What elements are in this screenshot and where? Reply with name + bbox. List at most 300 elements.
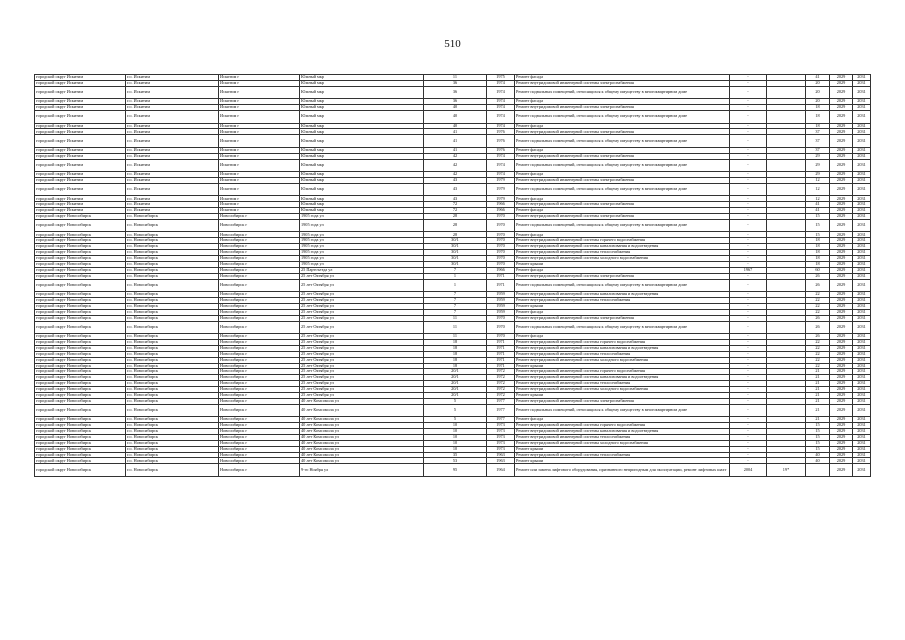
district-cell: городской округ Новосибирск: [35, 434, 126, 440]
build-year-cell: 1970: [487, 334, 515, 340]
plan-start-year-cell: 2029: [830, 297, 853, 303]
house-number-cell: 42: [424, 153, 487, 159]
work-type-cell: Ремонт фасада: [515, 99, 730, 105]
table-row: [35, 159, 871, 172]
district-cell: городской округ Новосибирск: [35, 297, 126, 303]
plan-end-year-cell: 2031: [853, 244, 871, 250]
city-cell: Новосибирск г: [219, 464, 300, 477]
prior-repair-cell: -: [730, 452, 767, 458]
prior-repair-cell: -: [730, 297, 767, 303]
municipality-cell: г.о. Новосибирск: [126, 267, 219, 273]
wear-cell: [767, 404, 806, 417]
work-type-cell: Ремонт подвальных помещений, относящихся к общему имуществу в многоквартирном доме: [515, 279, 730, 292]
prior-repair-cell: -: [730, 86, 767, 99]
prior-repair-cell: -: [730, 315, 767, 321]
plan-start-year-cell: 2029: [830, 357, 853, 363]
street-cell: 25 лет Октября ул: [300, 339, 424, 345]
city-cell: Новосибирск г: [219, 452, 300, 458]
city-cell: Искитим г: [219, 86, 300, 99]
district-cell: городской округ Новосибирск: [35, 292, 126, 298]
table-row: [35, 321, 871, 334]
plan-end-year-cell: 2031: [853, 458, 871, 464]
prior-repair-cell: -: [730, 387, 767, 393]
wear-percent-cell: 18: [806, 250, 830, 256]
house-number-cell: 20/1: [424, 387, 487, 393]
plan-start-year-cell: 2029: [830, 446, 853, 452]
wear-cell: [767, 159, 806, 172]
plan-start-year-cell: 2029: [830, 464, 853, 477]
plan-end-year-cell: 2031: [853, 423, 871, 429]
plan-end-year-cell: 2031: [853, 129, 871, 135]
plan-start-year-cell: 2029: [830, 238, 853, 244]
city-cell: Новосибирск г: [219, 392, 300, 398]
city-cell: Новосибирск г: [219, 261, 300, 267]
plan-end-year-cell: 2031: [853, 429, 871, 435]
street-cell: 40 лет Комсомола ул: [300, 446, 424, 452]
plan-start-year-cell: 2029: [830, 123, 853, 129]
city-cell: Новосибирск г: [219, 429, 300, 435]
district-cell: городской округ Новосибирск: [35, 339, 126, 345]
wear-percent-cell: [806, 464, 830, 477]
street-cell: 40 лет Комсомола ул: [300, 429, 424, 435]
build-year-cell: 1970: [487, 261, 515, 267]
municipality-cell: г.о. Искитим: [126, 86, 219, 99]
wear-percent-cell: 18: [806, 123, 830, 129]
prior-repair-cell: -: [730, 178, 767, 184]
district-cell: городской округ Искитим: [35, 147, 126, 153]
prior-repair-cell: -: [730, 232, 767, 238]
prior-repair-cell: -: [730, 398, 767, 404]
street-cell: Южный мкр: [300, 196, 424, 202]
work-type-cell: Ремонт внутридомовой инженерной системы канализования и водоотведения: [515, 375, 730, 381]
page-number: 510: [444, 38, 461, 50]
prior-repair-cell: -: [730, 261, 767, 267]
municipality-cell: г.о. Новосибирск: [126, 398, 219, 404]
plan-start-year-cell: 2029: [830, 392, 853, 398]
street-cell: 25 лет Октября ул: [300, 292, 424, 298]
wear-percent-cell: 22: [806, 345, 830, 351]
house-number-cell: 18: [424, 357, 487, 363]
street-cell: Южный мкр: [300, 208, 424, 214]
table-row: [35, 404, 871, 417]
municipality-cell: г.о. Искитим: [126, 208, 219, 214]
build-year-cell: 1964: [487, 464, 515, 477]
plan-end-year-cell: 2031: [853, 219, 871, 232]
city-cell: Новосибирск г: [219, 292, 300, 298]
wear-percent-cell: 37: [806, 147, 830, 153]
street-cell: 1905 года ул: [300, 250, 424, 256]
work-type-cell: Ремонт внутридомовой инженерной системы теплоснабжения: [515, 351, 730, 357]
plan-end-year-cell: 2031: [853, 357, 871, 363]
wear-percent-cell: 41: [806, 208, 830, 214]
build-year-cell: 1974: [487, 123, 515, 129]
plan-start-year-cell: 2029: [830, 309, 853, 315]
wear-percent-cell: 22: [806, 357, 830, 363]
work-type-cell: Ремонт фасада: [515, 123, 730, 129]
wear-percent-cell: 22: [806, 363, 830, 369]
street-cell: Южный мкр: [300, 178, 424, 184]
district-cell: городской округ Новосибирск: [35, 387, 126, 393]
wear-percent-cell: 26: [806, 334, 830, 340]
municipality-cell: г.о. Искитим: [126, 202, 219, 208]
prior-repair-cell: -: [730, 321, 767, 334]
work-type-cell: Ремонт внутридомовой инженерной системы электроснабжения: [515, 80, 730, 86]
wear-percent-cell: 40: [806, 452, 830, 458]
plan-end-year-cell: 2031: [853, 135, 871, 148]
prior-repair-cell: -: [730, 256, 767, 262]
house-number-cell: 72: [424, 202, 487, 208]
street-cell: Южный мкр: [300, 153, 424, 159]
municipality-cell: г.о. Новосибирск: [126, 345, 219, 351]
prior-repair-cell: -: [730, 309, 767, 315]
work-type-cell: Ремонт внутридомовой инженерной системы электроснабжения: [515, 129, 730, 135]
district-cell: городской округ Новосибирск: [35, 375, 126, 381]
wear-percent-cell: 18: [806, 261, 830, 267]
plan-end-year-cell: 2031: [853, 153, 871, 159]
city-cell: Новосибирск г: [219, 279, 300, 292]
city-cell: Новосибирск г: [219, 375, 300, 381]
build-year-cell: 1976: [487, 135, 515, 148]
street-cell: 25 лет Октября ул: [300, 369, 424, 375]
build-year-cell: 1963: [487, 458, 515, 464]
wear-percent-cell: 15: [806, 214, 830, 220]
wear-cell: [767, 111, 806, 124]
district-cell: городской округ Новосибирск: [35, 381, 126, 387]
prior-repair-cell: -: [730, 458, 767, 464]
district-cell: городской округ Новосибирск: [35, 321, 126, 334]
district-cell: городской округ Искитим: [35, 172, 126, 178]
table-row: [35, 111, 871, 124]
district-cell: городской округ Искитим: [35, 123, 126, 129]
district-cell: городской округ Новосибирск: [35, 404, 126, 417]
plan-start-year-cell: 2029: [830, 363, 853, 369]
city-cell: Новосибирск г: [219, 273, 300, 279]
house-number-cell: 30/1: [424, 250, 487, 256]
municipality-cell: г.о. Новосибирск: [126, 250, 219, 256]
wear-percent-cell: 20: [806, 86, 830, 99]
city-cell: Искитим г: [219, 99, 300, 105]
plan-start-year-cell: 2029: [830, 434, 853, 440]
plan-end-year-cell: 2031: [853, 339, 871, 345]
house-number-cell: 41: [424, 129, 487, 135]
street-cell: 40 лет Комсомола ул: [300, 417, 424, 423]
work-type-cell: Ремонт внутридомовой инженерной системы электроснабжения: [515, 315, 730, 321]
city-cell: Новосибирск г: [219, 321, 300, 334]
plan-end-year-cell: 2031: [853, 147, 871, 153]
work-type-cell: Ремонт внутридомовой инженерной системы электроснабжения: [515, 178, 730, 184]
municipality-cell: г.о. Новосибирск: [126, 464, 219, 477]
plan-start-year-cell: 2029: [830, 261, 853, 267]
wear-cell: [767, 279, 806, 292]
work-type-cell: Ремонт внутридомовой инженерной системы теплоснабжения: [515, 452, 730, 458]
street-cell: 25 лет Октября ул: [300, 363, 424, 369]
wear-percent-cell: 41: [806, 75, 830, 81]
municipality-cell: г.о. Искитим: [126, 99, 219, 105]
city-cell: Новосибирск г: [219, 458, 300, 464]
city-cell: Искитим г: [219, 183, 300, 196]
municipality-cell: г.о. Искитим: [126, 159, 219, 172]
district-cell: городской округ Новосибирск: [35, 345, 126, 351]
build-year-cell: 1974: [487, 99, 515, 105]
district-cell: городской округ Новосибирск: [35, 464, 126, 477]
prior-repair-cell: -: [730, 303, 767, 309]
build-year-cell: 1970: [487, 321, 515, 334]
street-cell: 1905 года ул: [300, 256, 424, 262]
work-type-cell: Ремонт фасада: [515, 172, 730, 178]
prior-repair-cell: -: [730, 159, 767, 172]
plan-end-year-cell: 2031: [853, 267, 871, 273]
wear-percent-cell: 22: [806, 292, 830, 298]
plan-end-year-cell: 2031: [853, 202, 871, 208]
municipality-cell: г.о. Новосибирск: [126, 351, 219, 357]
plan-end-year-cell: 2031: [853, 111, 871, 124]
district-cell: городской округ Новосибирск: [35, 238, 126, 244]
street-cell: Южный мкр: [300, 172, 424, 178]
work-type-cell: Ремонт крыши: [515, 261, 730, 267]
wear-percent-cell: 29: [806, 159, 830, 172]
work-type-cell: Ремонт или замена лифтового оборудования, признанного непригодным для эксплуатации, ремонт лифтовых шахт: [515, 464, 730, 477]
district-cell: городской округ Искитим: [35, 99, 126, 105]
build-year-cell: 1970: [487, 244, 515, 250]
municipality-cell: г.о. Новосибирск: [126, 369, 219, 375]
house-number-cell: 43: [424, 183, 487, 196]
build-year-cell: 1973: [487, 429, 515, 435]
house-number-cell: 43: [424, 196, 487, 202]
table-row: [35, 135, 871, 148]
work-type-cell: Ремонт крыши: [515, 458, 730, 464]
plan-end-year-cell: 2031: [853, 345, 871, 351]
work-type-cell: Ремонт крыши: [515, 446, 730, 452]
work-type-cell: Ремонт подвальных помещений, относящихся к общему имуществу в многоквартирном доме: [515, 219, 730, 232]
work-type-cell: Ремонт крыши: [515, 392, 730, 398]
work-type-cell: Ремонт внутридомовой инженерной системы холодного водоснабжения: [515, 357, 730, 363]
work-type-cell: Ремонт подвальных помещений, относящихся к общему имуществу в многоквартирном доме: [515, 183, 730, 196]
wear-percent-cell: 21: [806, 369, 830, 375]
house-number-cell: 20/1: [424, 369, 487, 375]
street-cell: 1905 года ул: [300, 244, 424, 250]
wear-percent-cell: 21: [806, 404, 830, 417]
prior-repair-cell: 2004: [730, 464, 767, 477]
city-cell: Искитим г: [219, 105, 300, 111]
city-cell: Новосибирск г: [219, 309, 300, 315]
district-cell: городской округ Новосибирск: [35, 440, 126, 446]
work-type-cell: Ремонт фасада: [515, 147, 730, 153]
prior-repair-cell: -: [730, 135, 767, 148]
house-number-cell: 7: [424, 297, 487, 303]
wear-percent-cell: 37: [806, 129, 830, 135]
house-number-cell: 10: [424, 423, 487, 429]
plan-end-year-cell: 2031: [853, 464, 871, 477]
plan-end-year-cell: 2031: [853, 105, 871, 111]
work-type-cell: Ремонт подвальных помещений, относящихся к общему имуществу в многоквартирном доме: [515, 111, 730, 124]
city-cell: Новосибирск г: [219, 303, 300, 309]
district-cell: городской округ Новосибирск: [35, 351, 126, 357]
work-type-cell: Ремонт внутридомовой инженерной системы электроснабжения: [515, 153, 730, 159]
district-cell: городской округ Новосибирск: [35, 363, 126, 369]
plan-start-year-cell: 2029: [830, 75, 853, 81]
wear-cell: [767, 86, 806, 99]
prior-repair-cell: -: [730, 238, 767, 244]
municipality-cell: г.о. Искитим: [126, 80, 219, 86]
build-year-cell: 1971: [487, 339, 515, 345]
district-cell: городской округ Новосибирск: [35, 398, 126, 404]
house-number-cell: 11: [424, 321, 487, 334]
city-cell: Новосибирск г: [219, 434, 300, 440]
plan-start-year-cell: 2029: [830, 440, 853, 446]
plan-end-year-cell: 2031: [853, 315, 871, 321]
district-cell: городской округ Искитим: [35, 208, 126, 214]
prior-repair-cell: -: [730, 404, 767, 417]
district-cell: городской округ Новосибирск: [35, 392, 126, 398]
plan-start-year-cell: 2029: [830, 80, 853, 86]
work-type-cell: Ремонт подвальных помещений, относящихся к общему имуществу в многоквартирном доме: [515, 321, 730, 334]
work-type-cell: Ремонт внутридомовой инженерной системы теплоснабжения: [515, 434, 730, 440]
prior-repair-cell: 1967: [730, 267, 767, 273]
house-number-cell: 40: [424, 105, 487, 111]
plan-start-year-cell: 2029: [830, 256, 853, 262]
build-year-cell: 1974: [487, 153, 515, 159]
plan-end-year-cell: 2031: [853, 321, 871, 334]
district-cell: городской округ Новосибирск: [35, 279, 126, 292]
prior-repair-cell: -: [730, 250, 767, 256]
district-cell: городской округ Новосибирск: [35, 446, 126, 452]
prior-repair-cell: -: [730, 375, 767, 381]
street-cell: Южный мкр: [300, 86, 424, 99]
build-year-cell: 1959: [487, 297, 515, 303]
municipality-cell: г.о. Искитим: [126, 178, 219, 184]
build-year-cell: 1971: [487, 345, 515, 351]
municipality-cell: г.о. Новосибирск: [126, 219, 219, 232]
district-cell: городской округ Новосибирск: [35, 273, 126, 279]
district-cell: городской округ Новосибирск: [35, 458, 126, 464]
wear-cell: [767, 183, 806, 196]
house-number-cell: 43: [424, 178, 487, 184]
build-year-cell: 1974: [487, 159, 515, 172]
district-cell: городской округ Новосибирск: [35, 334, 126, 340]
build-year-cell: 1959: [487, 303, 515, 309]
plan-end-year-cell: 2031: [853, 232, 871, 238]
wear-percent-cell: 21: [806, 375, 830, 381]
build-year-cell: 1966: [487, 267, 515, 273]
prior-repair-cell: -: [730, 292, 767, 298]
prior-repair-cell: -: [730, 172, 767, 178]
street-cell: Южный мкр: [300, 135, 424, 148]
work-type-cell: Ремонт фасада: [515, 267, 730, 273]
house-number-cell: 72: [424, 208, 487, 214]
wear-percent-cell: 22: [806, 309, 830, 315]
table-row: [35, 183, 871, 196]
build-year-cell: 1963: [487, 452, 515, 458]
plan-start-year-cell: 2029: [830, 458, 853, 464]
build-year-cell: 1972: [487, 369, 515, 375]
wear-percent-cell: 37: [806, 135, 830, 148]
house-number-cell: 30/1: [424, 261, 487, 267]
plan-start-year-cell: 2029: [830, 387, 853, 393]
plan-end-year-cell: 2031: [853, 303, 871, 309]
build-year-cell: 1970: [487, 214, 515, 220]
city-cell: Новосибирск г: [219, 315, 300, 321]
district-cell: городской округ Искитим: [35, 80, 126, 86]
house-number-cell: 30/1: [424, 256, 487, 262]
street-cell: 40 лет Комсомола ул: [300, 434, 424, 440]
wear-percent-cell: 20: [806, 99, 830, 105]
municipality-cell: г.о. Искитим: [126, 135, 219, 148]
municipality-cell: г.о. Новосибирск: [126, 232, 219, 238]
build-year-cell: 1974: [487, 172, 515, 178]
plan-start-year-cell: 2029: [830, 183, 853, 196]
plan-start-year-cell: 2029: [830, 334, 853, 340]
table-row: [35, 219, 871, 232]
build-year-cell: 1973: [487, 446, 515, 452]
work-type-cell: Ремонт внутридомовой инженерной системы холодного водоснабжения: [515, 256, 730, 262]
municipality-cell: г.о. Новосибирск: [126, 261, 219, 267]
build-year-cell: 1959: [487, 292, 515, 298]
municipality-cell: г.о. Искитим: [126, 111, 219, 124]
street-cell: Южный мкр: [300, 147, 424, 153]
plan-end-year-cell: 2031: [853, 279, 871, 292]
plan-end-year-cell: 2031: [853, 297, 871, 303]
wear-cell: [767, 219, 806, 232]
work-type-cell: Ремонт внутридомовой инженерной системы электроснабжения: [515, 398, 730, 404]
plan-end-year-cell: 2031: [853, 417, 871, 423]
build-year-cell: 1971: [487, 351, 515, 357]
street-cell: Южный мкр: [300, 202, 424, 208]
build-year-cell: 1959: [487, 309, 515, 315]
district-cell: городской округ Новосибирск: [35, 357, 126, 363]
plan-start-year-cell: 2029: [830, 135, 853, 148]
prior-repair-cell: -: [730, 147, 767, 153]
wear-percent-cell: 21: [806, 417, 830, 423]
prior-repair-cell: -: [730, 99, 767, 105]
wear-percent-cell: 12: [806, 196, 830, 202]
work-type-cell: Ремонт внутридомовой инженерной системы теплоснабжения: [515, 297, 730, 303]
city-cell: Новосибирск г: [219, 363, 300, 369]
wear-percent-cell: 26: [806, 279, 830, 292]
municipality-cell: г.о. Новосибирск: [126, 297, 219, 303]
plan-end-year-cell: 2031: [853, 178, 871, 184]
plan-start-year-cell: 2029: [830, 159, 853, 172]
house-number-cell: 10: [424, 446, 487, 452]
plan-start-year-cell: 2029: [830, 452, 853, 458]
build-year-cell: 1970: [487, 250, 515, 256]
house-number-cell: 18: [424, 339, 487, 345]
work-type-cell: Ремонт внутридомовой инженерной системы горячего водоснабжения: [515, 339, 730, 345]
house-number-cell: 1: [424, 279, 487, 292]
district-cell: городской округ Искитим: [35, 105, 126, 111]
street-cell: 25 лет Октября ул: [300, 309, 424, 315]
city-cell: Искитим г: [219, 111, 300, 124]
prior-repair-cell: -: [730, 105, 767, 111]
wear-percent-cell: 15: [806, 423, 830, 429]
plan-start-year-cell: 2029: [830, 279, 853, 292]
plan-start-year-cell: 2029: [830, 267, 853, 273]
street-cell: 40 лет Комсомола ул: [300, 404, 424, 417]
prior-repair-cell: -: [730, 123, 767, 129]
work-type-cell: Ремонт подвальных помещений, относящихся к общему имуществу в многоквартирном доме: [515, 159, 730, 172]
work-type-cell: Ремонт внутридомовой инженерной системы канализования и водоотведения: [515, 292, 730, 298]
plan-end-year-cell: 2031: [853, 381, 871, 387]
district-cell: городской округ Искитим: [35, 75, 126, 81]
build-year-cell: 1977: [487, 398, 515, 404]
street-cell: 25 лет Октября ул: [300, 381, 424, 387]
wear-percent-cell: 18: [806, 105, 830, 111]
city-cell: Искитим г: [219, 196, 300, 202]
house-number-cell: 11: [424, 334, 487, 340]
wear-percent-cell: 18: [806, 256, 830, 262]
plan-start-year-cell: 2029: [830, 429, 853, 435]
wear-percent-cell: 21: [806, 392, 830, 398]
city-cell: Новосибирск г: [219, 440, 300, 446]
